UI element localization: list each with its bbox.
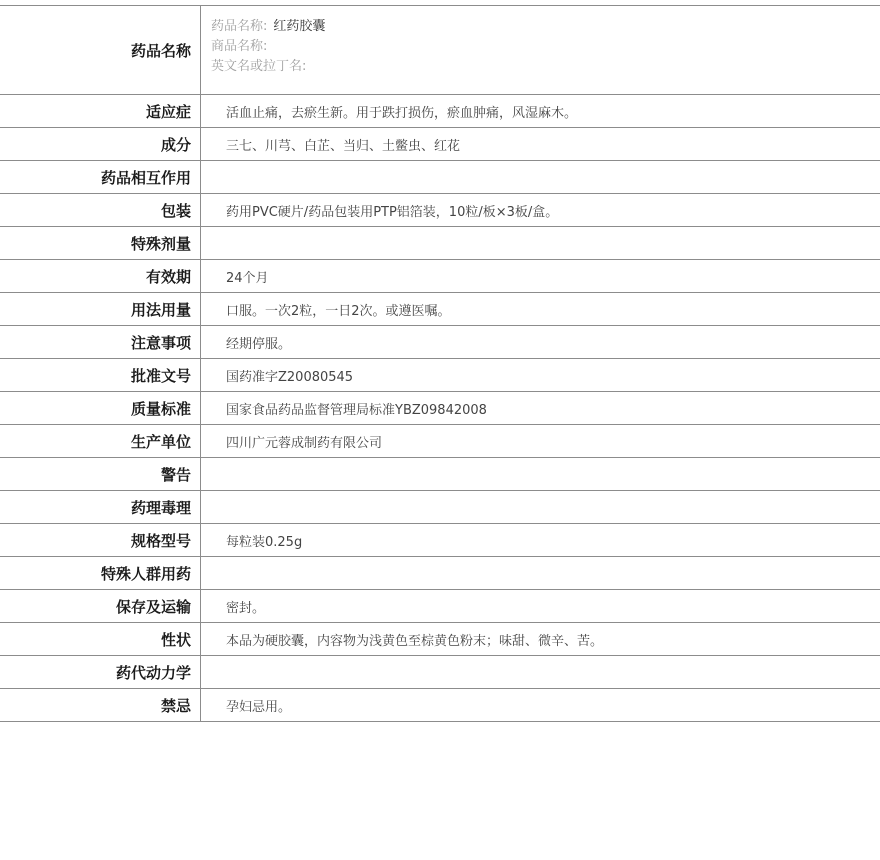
table-row <box>0 689 880 722</box>
row-label: 性状 <box>0 623 201 656</box>
table-row <box>0 227 880 260</box>
table-row <box>0 491 880 524</box>
table-row <box>0 458 880 491</box>
row-value <box>201 458 880 491</box>
row-label: 药代动力学 <box>0 656 201 689</box>
row-value <box>201 227 880 260</box>
table-row <box>0 260 880 293</box>
row-label: 质量标准 <box>0 392 201 425</box>
row-label: 适应症 <box>0 95 201 128</box>
table-row <box>0 194 880 227</box>
row-label: 用法用量 <box>0 293 201 326</box>
generic-name-key: 药品名称: <box>211 19 268 34</box>
row-value: 三七、川芎、白芷、当归、土鳖虫、红花 <box>201 128 880 161</box>
trade-name-key: 商品名称: <box>211 39 268 54</box>
row-value <box>201 161 880 194</box>
trade-name-line <box>211 37 880 57</box>
row-label: 药品名称 <box>0 6 201 95</box>
row-label: 禁忌 <box>0 689 201 722</box>
row-label: 注意事项 <box>0 326 201 359</box>
row-label: 规格型号 <box>0 524 201 557</box>
row-value: 活血止痛，去瘀生新。用于跌打损伤，瘀血肿痛，风湿麻木。 <box>201 95 880 128</box>
row-value <box>201 557 880 590</box>
drug-name-cell <box>201 6 880 95</box>
english-name-line <box>211 57 880 77</box>
row-value: 国药准字Z20080545 <box>201 359 880 392</box>
table-row <box>0 326 880 359</box>
table-row <box>0 557 880 590</box>
row-label: 特殊人群用药 <box>0 557 201 590</box>
row-label: 警告 <box>0 458 201 491</box>
generic-name-line <box>211 17 880 37</box>
drug-spec-table <box>0 5 880 722</box>
row-label: 特殊剂量 <box>0 227 201 260</box>
row-value: 国家食品药品监督管理局标准YBZ09842008 <box>201 392 880 425</box>
row-value: 孕妇忌用。 <box>201 689 880 722</box>
row-label: 批准文号 <box>0 359 201 392</box>
row-value: 每粒装0.25g <box>201 524 880 557</box>
row-value: 口服。一次2粒，一日2次。或遵医嘱。 <box>201 293 880 326</box>
row-value <box>201 656 880 689</box>
table-row <box>0 623 880 656</box>
row-label: 保存及运输 <box>0 590 201 623</box>
row-value: 经期停服。 <box>201 326 880 359</box>
row-label: 成分 <box>0 128 201 161</box>
row-value: 药用PVC硬片/药品包装用PTP铝箔装，10粒/板×3板/盒。 <box>201 194 880 227</box>
row-value: 四川广元蓉成制药有限公司 <box>201 425 880 458</box>
table-row <box>0 392 880 425</box>
table-row <box>0 293 880 326</box>
table-row <box>0 590 880 623</box>
table-row <box>0 128 880 161</box>
table-row <box>0 425 880 458</box>
row-value: 密封。 <box>201 590 880 623</box>
row-label: 药品相互作用 <box>0 161 201 194</box>
table-row <box>0 524 880 557</box>
row-value <box>201 491 880 524</box>
row-value: 本品为硬胶囊，内容物为浅黄色至棕黄色粉末；味甜、微辛、苦。 <box>201 623 880 656</box>
row-label: 有效期 <box>0 260 201 293</box>
row-label: 包装 <box>0 194 201 227</box>
row-label: 药理毒理 <box>0 491 201 524</box>
english-name-key: 英文名或拉丁名: <box>211 59 307 74</box>
row-label: 生产单位 <box>0 425 201 458</box>
table-row <box>0 359 880 392</box>
table-row <box>0 161 880 194</box>
table-row <box>0 656 880 689</box>
generic-name-value: 红药胶囊 <box>273 19 326 34</box>
table-row-drug-name <box>0 6 880 95</box>
table-row <box>0 95 880 128</box>
drug-spec-body <box>0 6 880 722</box>
row-value: 24个月 <box>201 260 880 293</box>
